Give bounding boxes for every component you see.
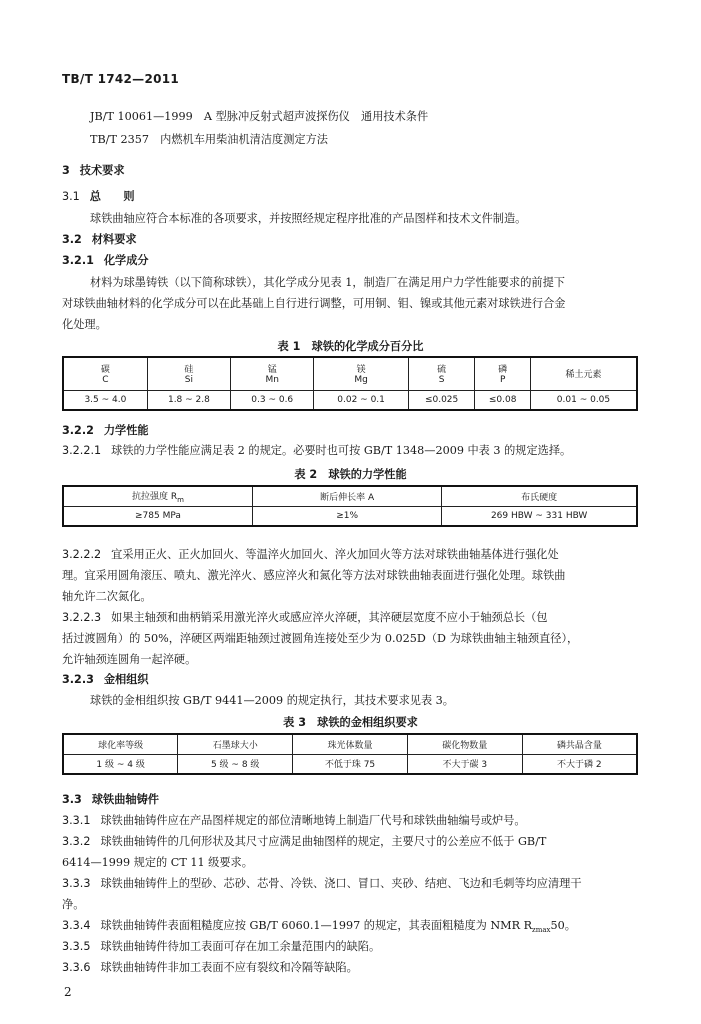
table-3-header: 石墨球大小 [178, 734, 293, 754]
section-3-2-2-2-line-2: 理。宜采用圆角滚压、喷丸、激光淬火、感应淬火和氮化等方法对球铁曲轴表面进行强化处理。球铁曲 [62, 569, 566, 582]
section-number: 3.2.2.1 [62, 444, 102, 457]
table-3-header: 磷共晶含量 [522, 734, 637, 754]
section-3-2-1-line-3: 化处理。 [62, 318, 107, 331]
section-3-2-2-3-line-3: 允许轴颈连圆角一起淬硬。 [62, 653, 197, 666]
reference-2: TB/T 2357 内燃机车用柴油机清洁度测定方法 [90, 133, 328, 146]
table-1-cell: ≤0.08 [475, 390, 531, 410]
section-3-1-text: 球铁曲轴应符合本标准的各项要求，并按照经规定程序批准的产品图样和技术文件制造。 [90, 212, 527, 225]
table-1-cell: 3.5 ~ 4.0 [63, 390, 147, 410]
table-3-cell: 不低于珠 75 [293, 754, 408, 774]
table-1-value-row [63, 390, 637, 410]
table-1-cell: ≤0.025 [408, 390, 475, 410]
section-number: 3.2.1 [62, 254, 94, 267]
section-3-3-6: 3.3.6 球铁曲轴铸件非加工表面不应有裂纹和冷隔等缺陷。 [62, 961, 358, 974]
section-number: 3.1 [62, 190, 80, 203]
table-2-header-elongation: 断后伸长率 A [252, 486, 441, 506]
section-number: 3.3.1 [62, 814, 91, 827]
section-3-3-3-line-1: 3.3.3 球铁曲轴铸件上的型砂、芯砂、芯骨、冷铁、浇口、冒口、夹砂、结疤、飞边和毛刺等均应清理干 [62, 877, 582, 890]
table-3-cell: 不大于磷 2 [522, 754, 637, 774]
table-3-header: 碳化物数量 [407, 734, 522, 754]
reference-1: JB/T 10061—1999 A 型脉冲反射式超声波探伤仪 通用技术条件 [90, 110, 429, 123]
section-title: 化学成分 [103, 254, 149, 267]
table-3-cell: 不大于碳 3 [407, 754, 522, 774]
section-3-3-4: 3.3.4 球铁曲轴铸件表面粗糙度应按 GB/T 6060.1—1997 的规定，其表面粗糙度为 NMR $R_{zmax}50$。 [62, 919, 576, 935]
section-3-2-2-2-line-1: 3.2.2.2 宜采用正火、正火加回火、等温淬火加回火、淬火加回火等方法对球铁曲轴基体进行强化处 [62, 548, 559, 561]
section-3-2-2-3-line-1: 3.2.2.3 如果主轴颈和曲柄销采用激光淬火或感应淬火淬硬，其淬硬层宽度不应小于轴颈总长（包 [62, 611, 548, 624]
table-2 [62, 485, 638, 527]
section-number: 3 [62, 164, 70, 177]
table-2-value-row [63, 506, 637, 526]
section-3-3-heading [62, 793, 159, 807]
section-3-2-1-line-2: 对球铁曲轴材料的化学成分可以在此基础上自行进行调整，可用铜、钼、镍或其他元素对球铁进行合金 [62, 297, 566, 310]
table-1-header-c: 碳 C [63, 357, 147, 390]
table-1-cell: 1.8 ~ 2.8 [147, 390, 230, 410]
table-1-cell: 0.02 ~ 0.1 [314, 390, 408, 410]
section-3-2-1-heading [62, 254, 149, 268]
table-1-header-row [63, 357, 637, 390]
table-2-header-tensile: 抗拉强度 $R_m$ [63, 486, 252, 506]
table-1-header-mg: 镁 Mg [314, 357, 408, 390]
section-number: 3.2 [62, 233, 82, 246]
table-2-cell: ≥785 MPa [63, 506, 252, 526]
section-3-2-heading [62, 233, 137, 247]
section-title: 材料要求 [91, 233, 137, 246]
section-title: 金相组织 [103, 673, 149, 686]
section-3-2-1-line-1: 材料为球墨铸铁（以下简称球铁），其化学成分见表 1，制造厂在满足用户力学性能要求的前提下 [90, 276, 565, 289]
table-1-header-s: 硫 S [408, 357, 475, 390]
section-3-3-5: 3.3.5 球铁曲轴铸件待加工表面可存在加工余量范围内的缺陷。 [62, 940, 381, 953]
section-3-1-heading [62, 190, 135, 204]
section-3-3-2-line-1: 3.3.2 球铁曲轴铸件的几何形状及其尺寸应满足曲轴图样的规定，主要尺寸的公差应不低于 GB/T [62, 835, 547, 848]
section-3-2-2-3-line-2: 括过渡圆角）的 50%，淬硬区两端距轴颈过渡圆角连接处至少为 0.025D（D 为球铁曲轴主轴颈直径）， [62, 632, 579, 645]
table-1-caption: 表 1 球铁的化学成分百分比 [277, 340, 424, 353]
section-3-3-1: 3.3.1 球铁曲轴铸件应在产品图样规定的部位清晰地铸上制造厂代号和球铁曲轴编号或炉号。 [62, 814, 526, 827]
table-1-header-p: 磷 P [475, 357, 531, 390]
table-2-cell: 269 HBW ~ 331 HBW [442, 506, 637, 526]
section-number: 3.2.2.3 [62, 611, 102, 624]
table-2-caption: 表 2 球铁的力学性能 [294, 468, 407, 481]
section-number: 3.3.3 [62, 877, 91, 890]
table-3-cell: 1 级 ~ 4 级 [63, 754, 178, 774]
section-number: 3.3.6 [62, 961, 91, 974]
section-3-2-3-heading [62, 673, 149, 687]
section-text: 球铁的力学性能应满足表 2 的规定。必要时也可按 GB/T 1348—2009 中表 3 的规定选择。 [111, 444, 572, 457]
section-3-2-2-1 [62, 444, 571, 458]
table-1-header-si: 硅 Si [147, 357, 230, 390]
table-1-cell: 0.01 ~ 0.05 [530, 390, 637, 410]
table-1-header-mn: 锰 Mn [231, 357, 314, 390]
table-3-value-row [63, 754, 637, 774]
section-number: 3.2.3 [62, 673, 94, 686]
table-3-cell: 5 级 ~ 8 级 [178, 754, 293, 774]
section-number: 3.3.4 [62, 919, 91, 932]
section-title: 球铁曲轴铸件 [91, 793, 159, 806]
section-number: 3.3 [62, 793, 82, 806]
section-3-heading [62, 164, 125, 178]
table-1-header-re: 稀土元素 [530, 357, 637, 390]
section-3-2-2-2-line-3: 轴允许二次氮化。 [62, 590, 152, 603]
section-number: 3.3.5 [62, 940, 91, 953]
standard-code: TB/T 1742—2011 [62, 72, 180, 86]
section-number: 3.2.2.2 [62, 548, 102, 561]
section-3-3-3-line-2: 净。 [62, 898, 85, 911]
section-title: 总 则 [89, 190, 135, 203]
table-2-header-row [63, 486, 637, 506]
table-1 [62, 356, 638, 411]
section-3-3-2-line-2: 6414—1999 规定的 CT 11 级要求。 [62, 856, 253, 869]
section-title: 技术要求 [79, 164, 125, 177]
section-3-2-3-text: 球铁的金相组织按 GB/T 9441—2009 的规定执行，其技术要求见表 3。 [90, 694, 454, 707]
table-3 [62, 733, 638, 775]
table-3-header: 珠光体数量 [293, 734, 408, 754]
table-3-caption: 表 3 球铁的金相组织要求 [283, 716, 418, 729]
table-1-cell: 0.3 ~ 0.6 [231, 390, 314, 410]
table-2-header-hardness: 布氏硬度 [442, 486, 637, 506]
table-3-header: 球化率等级 [63, 734, 178, 754]
section-3-2-2-heading [62, 424, 149, 438]
table-3-header-row [63, 734, 637, 754]
page-number: 2 [64, 985, 72, 999]
section-number: 3.3.2 [62, 835, 91, 848]
section-number: 3.2.2 [62, 424, 94, 437]
table-2-cell: ≥1% [252, 506, 441, 526]
section-title: 力学性能 [103, 424, 149, 437]
